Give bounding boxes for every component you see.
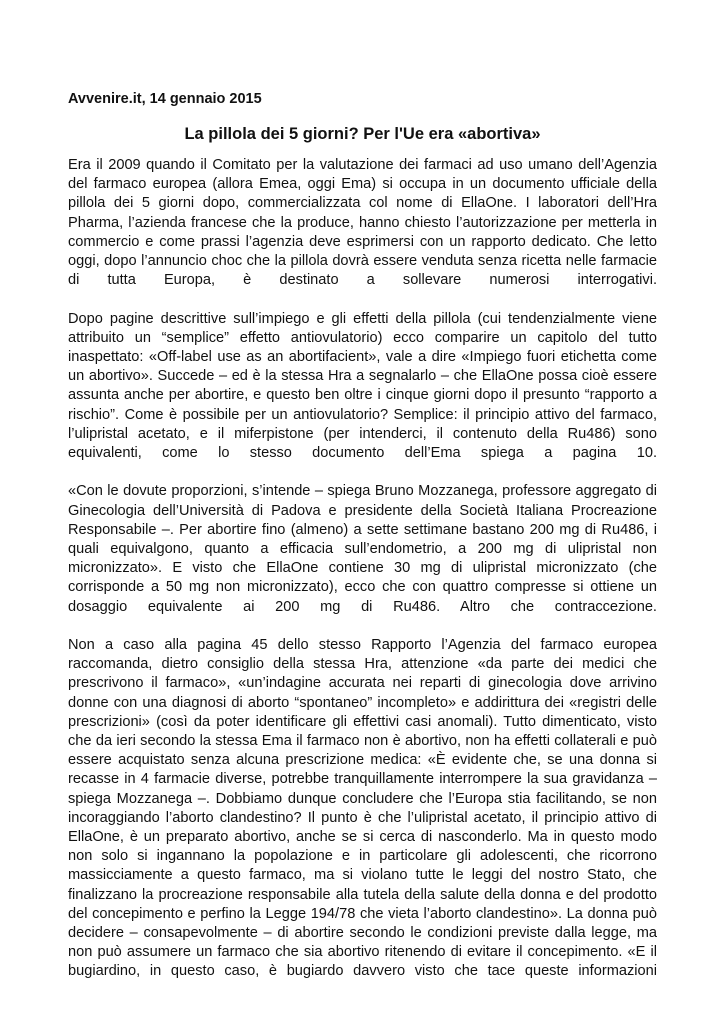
paragraph-4: Non a caso alla pagina 45 dello stesso Rapporto l’Agenzia del farmaco europea raccomanda, dietro consiglio della stessa Hra, attenzione «da parte dei medici che prescrivono il farmaco», «un’indagine accurata nei reparti di ginecologia dove arrivino donne con una diagnosi di aborto “spontaneo” incompleto» e addirittura dei «registri delle prescrizioni» (così da poter identificare gli effettivi casi anomali). Tutto dimenticato, visto che da ieri secondo la stessa Ema il farmaco non è abortivo, non ha effetti collaterali e può essere acquistato senza alcuna prescrizione medica: «È evidente che, se una donna si recasse in 4 farmacie diverse, potrebbe tranquillamente interrompere la sua gravidanza – spiega Mozzanega –. Dobbiamo dunque concludere che l’Europa stia facilitando, se non incoraggiando l’aborto clandestino? Il punto è che l’ulipristal acetato, il principio attivo di EllaOne, è un preparato abortivo, anche se si cerca di nasconderlo. Ma in questo modo non solo si ingannano la popolazione e in particolare gli adolescenti, che ricorrono massicciamente a questo farmaco, ma si violano tutte le leggi del nostro Stato, che finalizzano la procreazione responsabile alla tutela della salute della donna e del prodotto del concepimento e perfino la Legge 194/78 che vieta l’aborto clandestino». La donna può decidere – consapevolmente – di abortire secondo le condizioni previste dalla legge, ma non può assumere un farmaco che sia abortivo ritenendo di evitare il concepimento. «E il bugiardino, in questo caso, è bugiardo davvero visto che tace queste informazioni [68, 637, 657, 980]
paragraph-1: Era il 2009 quando il Comitato per la valutazione dei farmaci ad uso umano dell’Agenzia del farmaco europea (allora Emea, oggi Ema) si occupa in un documento ufficiale della pillola dei 5 giorni dopo, commercializzata col nome di EllaOne. I laboratori dell’Hra Pharma, l’azienda francese che la produce, hanno chiesto l’autorizzazione per metterla in commercio e come prassi l’agenzia deve esprimersi con un rapporto dedicato. Che letto oggi, dopo l’annuncio choc che la pillola dovrà essere venduta senza ricetta nelle farmacie di tutta Europa, è destinato a sollevare numerosi interrogativi. [68, 157, 657, 289]
article-body [68, 156, 657, 982]
source-line: Avvenire.it, 14 gennaio 2015 [68, 91, 262, 107]
article-title: La pillola dei 5 giorni? Per l'Ue era «abortiva» [184, 125, 541, 143]
paragraph-2: Dopo pagine descrittive sull’impiego e gli effetti della pillola (cui tendenzialmente viene attribuito un “semplice” effetto antiovulatorio) ecco comparire un capitolo del tutto inaspettato: «Off-label use as an abortifacient», vale a dire «Impiego fuori etichetta come un abortivo». Succede – ed è la stessa Hra a segnalarlo – che EllaOne possa cioè essere assunta anche per abortire, e questo ben oltre i cinque giorni dopo il presunto “rapporto a rischio”. Come è possibile per un antiovulatorio? Semplice: il principio attivo del farmaco, l’ulipristal acetato, e il miferpistone (per intenderci, il contenuto della Ru486) sono equivalenti, come lo stesso documento dell’Ema spiega a pagina 10. [68, 310, 657, 462]
paragraph-3: «Con le dovute proporzioni, s’intende – spiega Bruno Mozzanega, professore aggregato di Ginecologia dell’Università di Padova e presidente della Società Italiana Procreazione Responsabile –. Per abortire fino (almeno) a sette settimane bastano 200 mg di Ru486, i quali equivalgono, quanto a efficacia sull’endometrio, a 200 mg di ulipristal non micronizzato». E visto che EllaOne contiene 30 mg di ulipristal micronizzato (che corrisponde a 50 mg non micronizzato), ecco che con quattro compresse si ottiene un dosaggio equivalente ai 200 mg di Ru486. Altro che contraccezione. [68, 483, 657, 615]
